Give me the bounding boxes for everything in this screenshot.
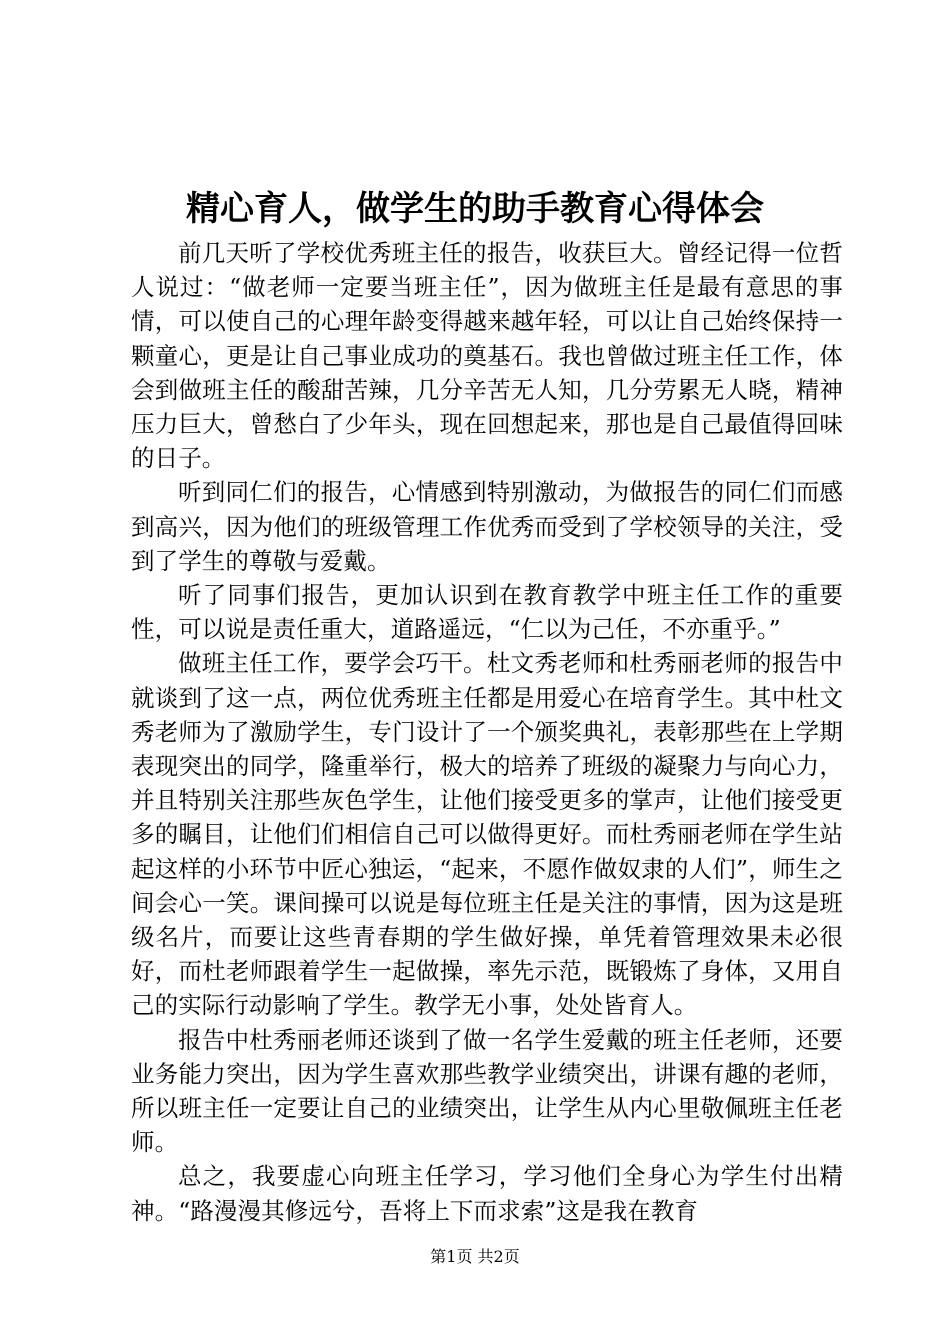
paragraph: 听了同事们报告，更加认识到在教育教学中班主任工作的重要性，可以说是责任重大，道路遥远，“仁以为己任，不亦重乎。” bbox=[131, 581, 843, 644]
paragraph: 做班主任工作，要学会巧干。杜文秀老师和杜秀丽老师的报告中就谈到了这一点，两位优秀班主任都是用爱心在培育学生。其中杜文秀老师为了激励学生，专门设计了一个颁奖典礼，表彰那些在上学期表现突出的同学，隆重举行，极大的培养了班级的凝聚力与向心力，并且特别关注那些灰色学生，让他们接受更多的掌声，让他们接受更多的瞩目，让他们们相信自己可以做得更好。而杜秀丽老师在学生站起这样的小环节中匠心独运，“起来，不愿作做奴隶的人们”，师生之间会心一笑。课间操可以说是每位班主任是关注的事情，因为这是班级名片，而要让这些青春期的学生做好操，单凭着管理效果未必很好，而杜老师跟着学生一起做操，率先示范，既锻炼了身体，又用自己的实际行动影响了学生。教学无小事，处处皆育人。 bbox=[131, 649, 843, 1020]
paragraph: 听到同仁们的报告，心情感到特别激动，为做报告的同仁们而感到高兴，因为他们的班级管理工作优秀而受到了学校领导的关注，受到了学生的尊敬与爱戴。 bbox=[131, 478, 843, 575]
document-body bbox=[131, 236, 843, 1228]
paragraph: 前几天听了学校优秀班主任的报告，收获巨大。曾经记得一位哲人说过：“做老师一定要当班主任”，因为做班主任是最有意思的事情，可以使自己的心理年龄变得越来越年轻，可以让自己始终保持一颗童心，更是让自己事业成功的奠基石。我也曾做过班主任工作，体会到做班主任的酸甜苦辣，几分辛苦无人知，几分劳累无人晓，精神压力巨大，曾愁白了少年头，现在回想起来，那也是自己最值得回味的日子。 bbox=[131, 239, 843, 473]
page-number-footer: 第1页 共2页 bbox=[430, 1247, 520, 1266]
paragraph: 总之，我要虚心向班主任学习，学习他们全身心为学生付出精神。“路漫漫其修远兮，吾将上下而求索”这是我在教育 bbox=[131, 1162, 843, 1225]
document-title: 精心育人，做学生的助手教育心得体会 bbox=[186, 189, 764, 229]
paragraph: 报告中杜秀丽老师还谈到了做一名学生爱戴的班主任老师，还要业务能力突出，因为学生喜欢那些教学业绩突出，讲课有趣的老师，所以班主任一定要让自己的业绩突出，让学生从内心里敬佩班主任老师。 bbox=[131, 1025, 843, 1157]
